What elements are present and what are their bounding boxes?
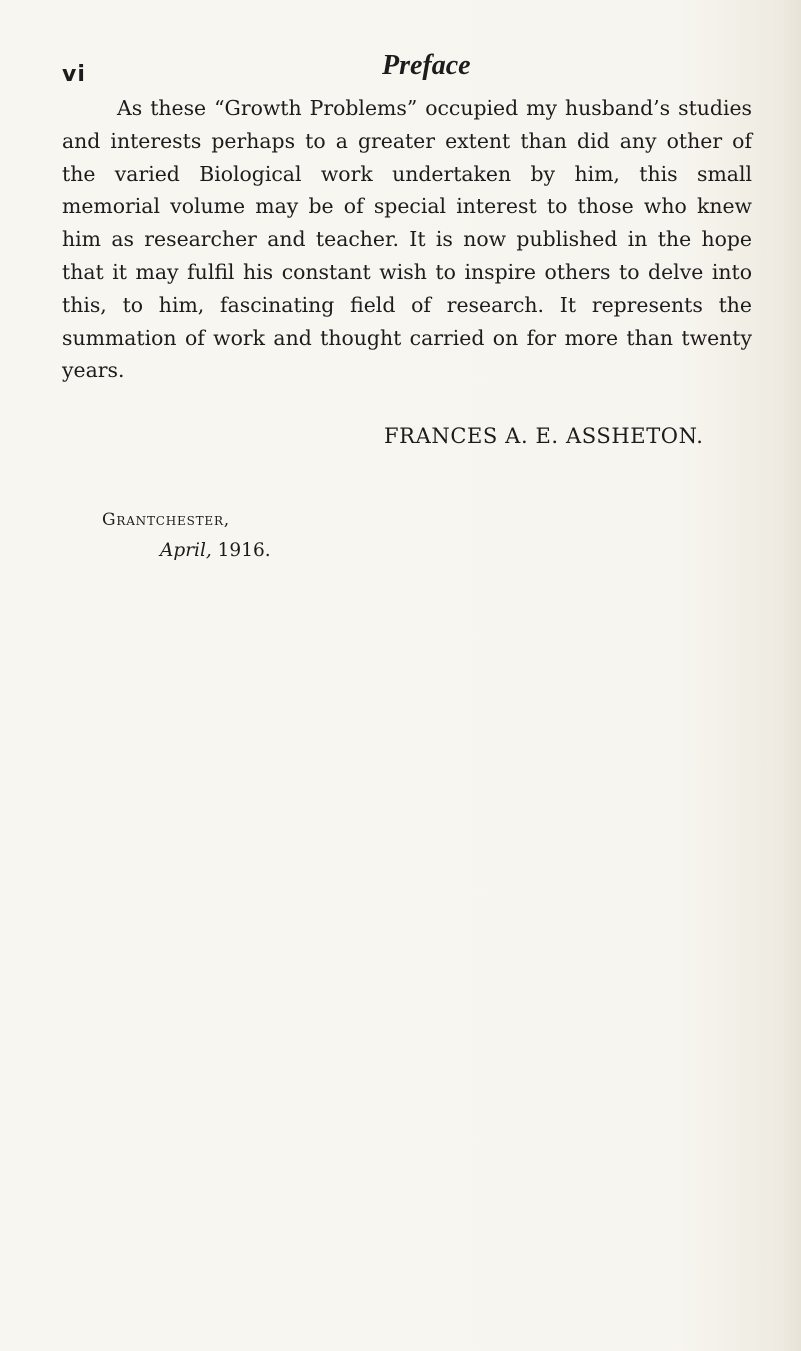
page-number: vi <box>62 62 86 87</box>
dateline-month: April, <box>160 540 212 561</box>
author-signature: FRANCES A. E. ASSHETON. <box>384 424 704 448</box>
dateline-date <box>160 540 271 561</box>
dateline-year: 1916. <box>217 540 271 561</box>
page-header <box>62 50 739 90</box>
dateline-place: Grantchester, <box>102 510 231 530</box>
preface-paragraph: As these “Growth Problems” occupied my husband’s studies and interests perhaps to a greater extent than did any other of the varied Biological work undertaken by him, this small memorial volume may be of special interest to those who knew him as researcher and teacher. It is now published in the hope that it may fulfil his constant wish to inspire others to delve into this, to him, fascinating field of research. It represents the summation of work and thought carried on for more than twenty years. <box>62 96 752 383</box>
running-head: Preface <box>382 50 471 81</box>
